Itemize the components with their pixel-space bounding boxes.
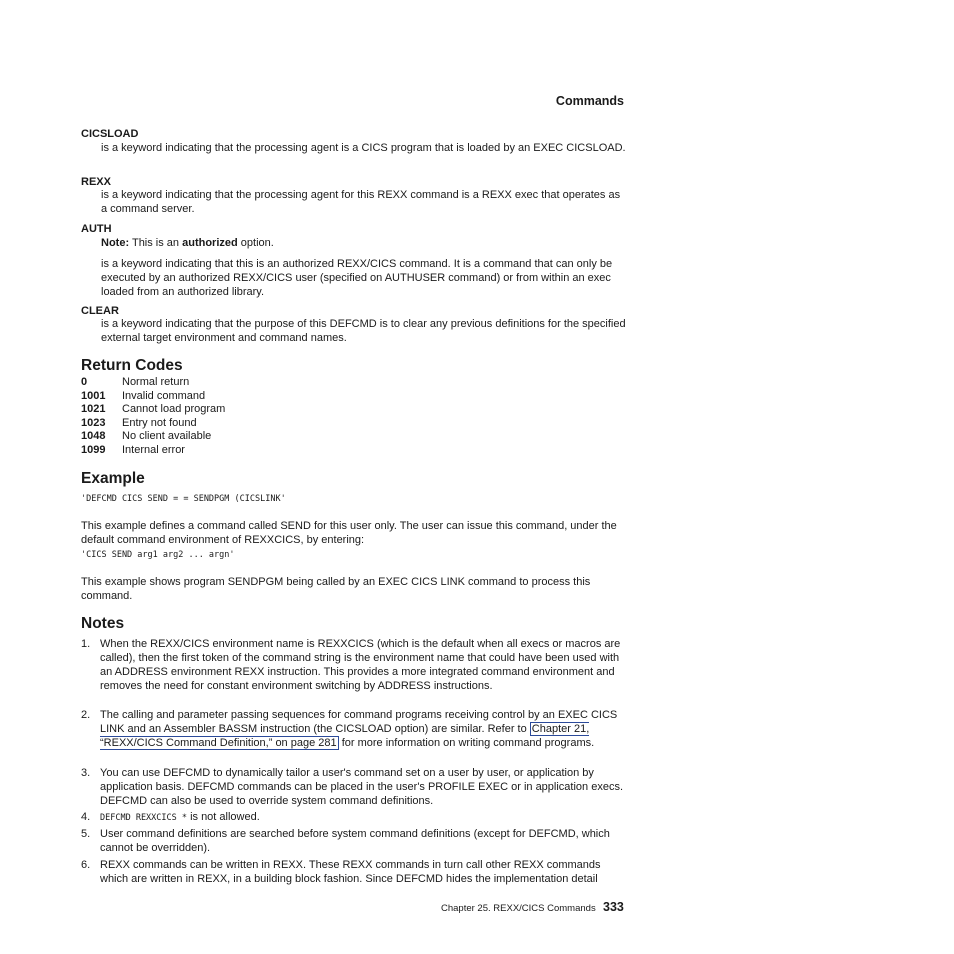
notes-heading: Notes xyxy=(81,615,125,632)
note-text: When the REXX/CICS environment name is REXXCICS (which is the default when all execs or macros are called), then the first token of the command string is the environment name that could have been used with an ADDRESS environment REXX instruction. This provides a more integrated command environment and removes the need for constant environment switching by ADDRESS instructions. xyxy=(100,638,621,692)
keyword-cicsload-desc: is a keyword indicating that the processing agent is a CICS program that is loaded by an EXEC CICSLOAD. xyxy=(101,142,626,154)
note-item xyxy=(81,637,629,693)
return-code-row xyxy=(81,403,381,417)
note-label: Note: xyxy=(101,237,130,249)
page-number: 333 xyxy=(603,900,624,914)
keyword-auth: AUTH xyxy=(81,223,112,235)
note-item xyxy=(81,766,629,808)
return-code-row xyxy=(81,390,381,404)
example-heading: Example xyxy=(81,470,145,487)
note-number: 4. xyxy=(81,811,91,823)
example-paragraph-1: This example defines a command called SEND for this user only. The user can issue this command, under the default command environment of REXXCICS, by entering: xyxy=(81,520,617,546)
note-code: DEFCMD REXXCICS * xyxy=(100,813,187,823)
return-code: 1099 xyxy=(81,444,106,456)
note-text xyxy=(100,810,629,825)
note-text-post: for more information on writing command programs. xyxy=(341,737,595,749)
keyword-clear: CLEAR xyxy=(81,305,119,317)
return-code-row xyxy=(81,417,381,431)
footer-chapter: Chapter 25. REXX/CICS Commands xyxy=(441,903,596,914)
note-pre: This is an xyxy=(131,237,180,249)
keyword-auth-note xyxy=(101,236,626,250)
note-bold: authorized xyxy=(182,237,238,249)
keyword-rexx: REXX xyxy=(81,176,111,188)
return-code-desc: Internal error xyxy=(122,444,185,456)
return-code: 1023 xyxy=(81,417,106,429)
note-number: 5. xyxy=(81,828,91,840)
return-code-desc: Entry not found xyxy=(122,417,197,429)
note-number: 1. xyxy=(81,638,91,650)
return-code-row xyxy=(81,430,381,444)
return-code-row xyxy=(81,444,381,458)
note-text: REXX commands can be written in REXX. These REXX commands in turn call other REXX commands which are written in REXX, in a building block fashion. Since DEFCMD hides the implementation detail xyxy=(100,859,601,885)
return-code-desc: No client available xyxy=(122,430,212,442)
note-text: You can use DEFCMD to dynamically tailor a user's command set on a user by user, or application by application basis. DEFCMD commands can be placed in the user's PROFILE EXEC or in application execs. DEFCMD can also be used to override system command definitions. xyxy=(100,767,624,807)
note-text: User command definitions are searched before system command definitions (except for DEFCMD, which cannot be overridden). xyxy=(100,828,610,854)
note-post: option. xyxy=(240,237,274,249)
example-code-1: 'DEFCMD CICS SEND = = SENDPGM (CICSLINK' xyxy=(81,494,286,504)
note-number: 2. xyxy=(81,709,91,721)
note-item xyxy=(81,858,629,886)
return-code-desc: Normal return xyxy=(122,376,190,388)
return-code: 1001 xyxy=(81,390,106,402)
return-code: 1021 xyxy=(81,403,106,415)
running-header: Commands xyxy=(555,94,624,108)
example-paragraph-2: This example shows program SENDPGM being called by an EXEC CICS LINK command to process this command. xyxy=(81,576,591,602)
note-number: 3. xyxy=(81,767,91,779)
chapter-21-link[interactable]: Chapter 21, “REXX/CICS Command Definition,” on page 281 xyxy=(100,723,590,749)
note-text xyxy=(100,708,629,750)
note-text-rest: is not allowed. xyxy=(190,811,260,823)
return-code-desc: Cannot load program xyxy=(122,403,226,415)
note-number: 6. xyxy=(81,859,91,871)
return-code-desc: Invalid command xyxy=(122,390,206,402)
keyword-rexx-desc: is a keyword indicating that the processing agent for this REXX command is a REXX exec that operates as a command server. xyxy=(101,189,621,215)
return-code: 1048 xyxy=(81,430,106,442)
keyword-clear-desc: is a keyword indicating that the purpose of this DEFCMD is to clear any previous definitions for the specified external target environment and command names. xyxy=(101,318,626,344)
note-item xyxy=(81,708,629,750)
note-item xyxy=(81,810,629,825)
example-code-2: 'CICS SEND arg1 arg2 ... argn' xyxy=(81,550,235,560)
return-code-row xyxy=(81,376,381,390)
note-text-pre: The calling and parameter passing sequences for command programs receiving control by an EXEC CICS LINK and an Assembler BASSM instruction (the CICSLOAD option) are similar. Refer to xyxy=(100,709,618,735)
return-codes-heading: Return Codes xyxy=(81,357,183,374)
return-code: 0 xyxy=(81,376,88,388)
keyword-cicsload: CICSLOAD xyxy=(81,128,139,140)
keyword-auth-desc: is a keyword indicating that this is an authorized REXX/CICS command. It is a command that can only be executed by an authorized REXX/CICS user (specified on AUTHUSER command) or from within an exec loaded from an authorized library. xyxy=(101,258,613,298)
note-item xyxy=(81,827,629,855)
